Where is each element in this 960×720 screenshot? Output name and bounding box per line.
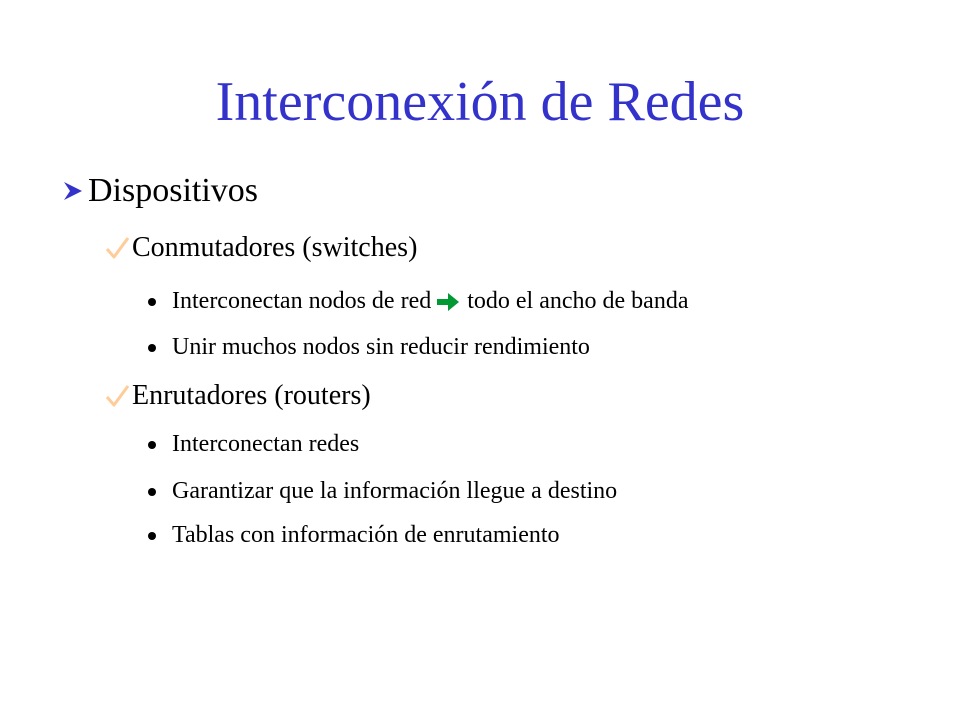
list-item-text: Unir muchos nodos sin reducir rendimiento bbox=[172, 334, 590, 360]
bullet-dispositivos bbox=[62, 172, 258, 210]
list-item bbox=[148, 288, 688, 315]
list-item-text: Interconectan nodos de red bbox=[172, 288, 432, 314]
sub-bullet-routers bbox=[104, 380, 371, 412]
bullet-dot bbox=[148, 298, 156, 306]
list-item-text: Tablas con información de enrutamiento bbox=[172, 522, 560, 548]
list-item-text: Garantizar que la información llegue a destino bbox=[172, 478, 618, 504]
checkmark-icon bbox=[104, 235, 130, 261]
list-item bbox=[148, 522, 560, 549]
list-item bbox=[148, 478, 617, 505]
bullet-dot bbox=[148, 532, 156, 540]
arrow-bullet-icon bbox=[62, 180, 84, 202]
bullet-label: Dispositivos bbox=[88, 172, 259, 209]
sub-bullet-label: Conmutadores (switches) bbox=[132, 232, 418, 263]
list-item bbox=[148, 334, 590, 361]
list-item-text: Interconectan redes bbox=[172, 431, 360, 457]
slide-title: Interconexión de Redes bbox=[215, 71, 745, 133]
right-arrow-icon bbox=[437, 293, 459, 311]
checkmark-icon bbox=[104, 383, 130, 409]
sub-bullet-switches bbox=[104, 232, 417, 264]
bullet-dot bbox=[148, 344, 156, 352]
bullet-dot bbox=[148, 488, 156, 496]
list-item bbox=[148, 431, 359, 458]
list-item-text: todo el ancho de banda bbox=[467, 288, 689, 314]
sub-bullet-label: Enrutadores (routers) bbox=[132, 380, 371, 411]
bullet-dot bbox=[148, 441, 156, 449]
